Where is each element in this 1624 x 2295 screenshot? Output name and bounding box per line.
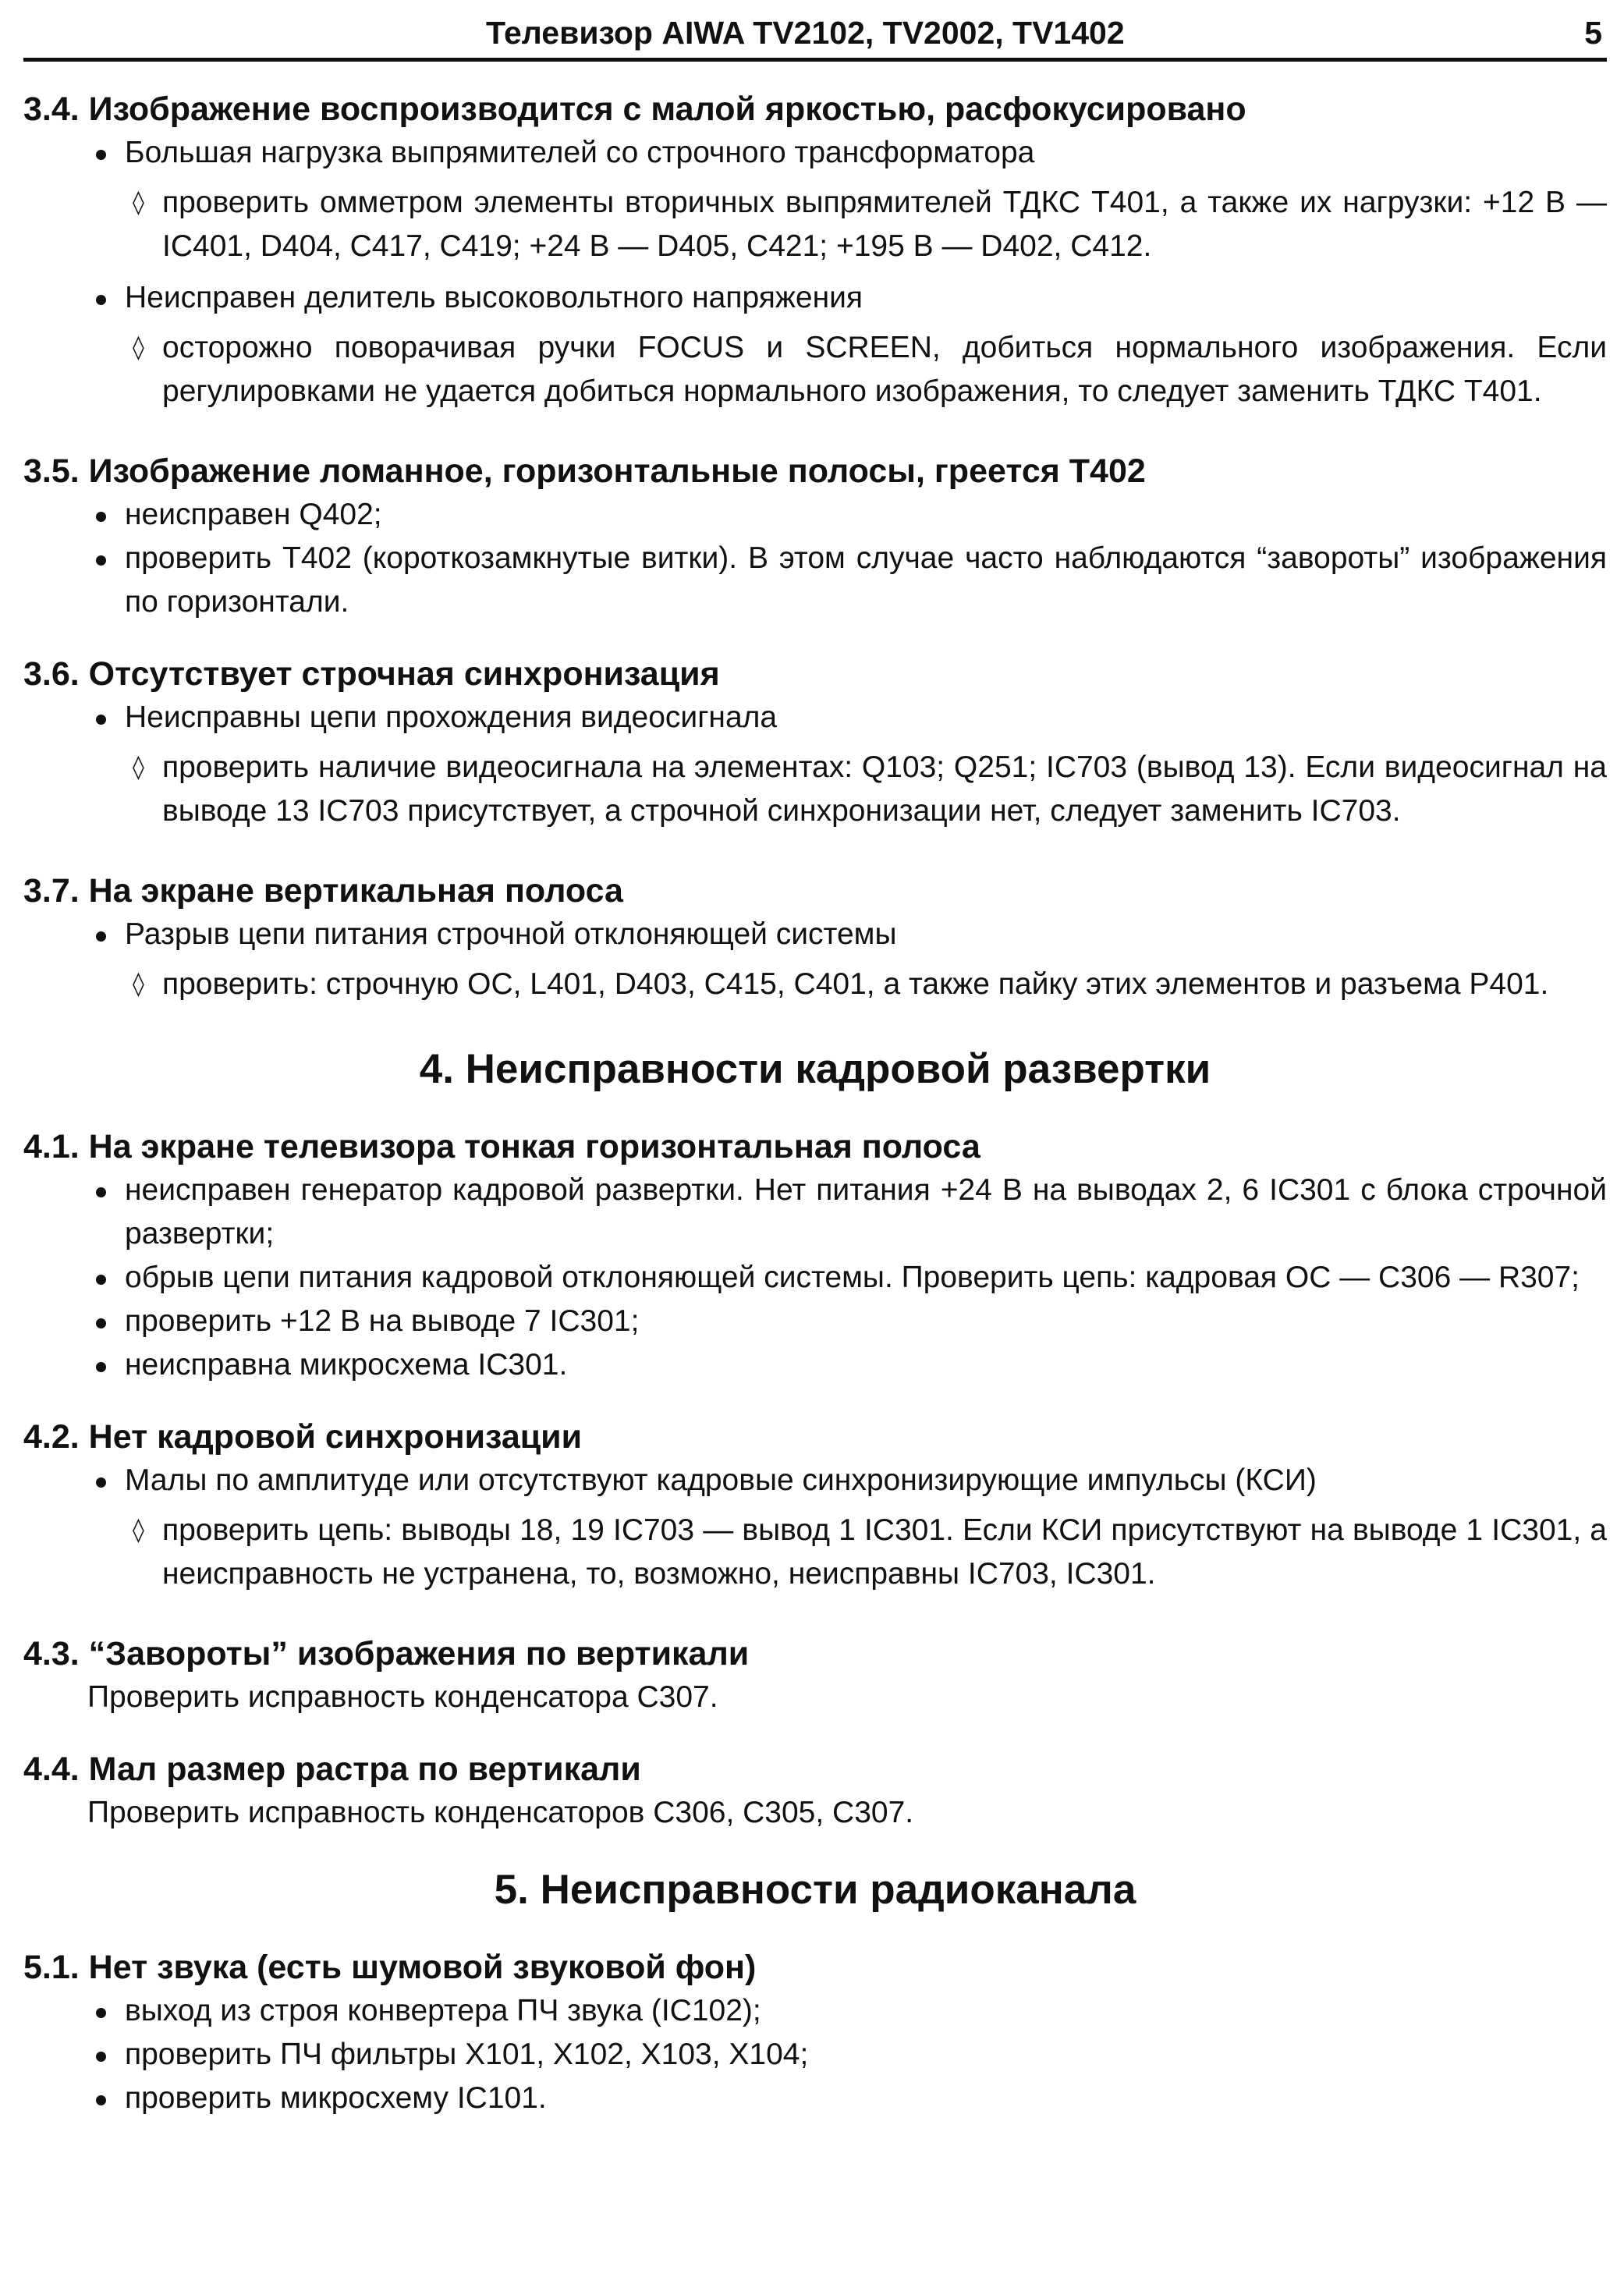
list-item-text: неисправен Q402;	[125, 498, 382, 531]
section-3-4	[23, 87, 1607, 413]
spacer	[23, 1014, 1607, 1042]
document-page	[23, 0, 1607, 2295]
sub-list	[125, 1509, 1607, 1596]
sub-list-item	[125, 181, 1607, 268]
diamond-outline-icon: ◊	[133, 754, 144, 781]
header-rule	[23, 58, 1607, 62]
list-item-text: выход из строя конвертера ПЧ звука (IC102);	[125, 1994, 761, 2027]
spacer	[23, 1604, 1607, 1632]
list-item	[23, 1256, 1607, 1300]
sub-item-text: проверить наличие видеосигнала на элементах: Q103; Q251; IC703 (вывод 13). Если видеосигнал на выводе 13 IC703 присутствует, а строчной синхронизации нет, следует заменить IC703.	[162, 750, 1607, 828]
bullet-list	[23, 493, 1607, 624]
list-item-text: Неисправен делитель высоковольтного напряжения	[125, 281, 863, 314]
sub-item-text: проверить: строчную ОС, L401, D403, C415, C401, а также пайку этих элементов и разъема P401.	[162, 967, 1549, 1001]
bullet-list	[23, 131, 1607, 413]
list-item	[23, 1459, 1607, 1596]
chapter-heading-4: 4. Неисправности кадровой развертки	[419, 1046, 1211, 1092]
spacer	[23, 1835, 1607, 1863]
list-item-text: Неисправны цепи прохождения видеосигнала	[125, 701, 778, 734]
section-heading: 4.2. Нет кадровой синхронизации	[23, 1418, 583, 1456]
sub-list-item	[125, 326, 1607, 413]
bullet-list	[23, 696, 1607, 833]
spacer	[23, 624, 1607, 652]
sub-list	[125, 181, 1607, 268]
bullet-list	[23, 1169, 1607, 1387]
spacer	[23, 1719, 1607, 1747]
section-heading: 4.3. “Завороты” изображения по вертикали	[23, 1635, 750, 1672]
list-item-text: Разрыв цепи питания строчной отклоняющей системы	[125, 917, 897, 951]
list-item	[23, 2033, 1607, 2077]
diamond-outline-icon: ◊	[133, 334, 144, 361]
spacer	[23, 841, 1607, 869]
sub-list	[125, 746, 1607, 833]
chapter-heading-5: 5. Неисправности радиоканала	[494, 1867, 1136, 1913]
section-heading: 3.7. На экране вертикальная полоса	[23, 872, 623, 910]
sub-list-item	[125, 1509, 1607, 1596]
section-heading: 4.4. Мал размер растра по вертикали	[23, 1751, 641, 1788]
list-item-text: неисправна микросхема IC301.	[125, 1348, 568, 1382]
list-item	[23, 913, 1607, 1006]
page-number: 5	[1584, 15, 1602, 51]
page-content	[23, 87, 1607, 2120]
spacer	[23, 421, 1607, 449]
bullet-list	[23, 913, 1607, 1006]
section-heading: 4.1. На экране телевизора тонкая горизонтальная полоса	[23, 1128, 980, 1165]
section-5-1	[23, 1946, 1607, 2120]
bullet-list	[23, 1459, 1607, 1596]
spacer	[23, 1387, 1607, 1415]
diamond-outline-icon: ◊	[133, 970, 144, 998]
sub-item-text: проверить цепь: выводы 18, 19 IC703 — вывод 1 IC301. Если КСИ присутствуют на выводе 1 IC301, а неисправность не устранена, то, возможно, неисправны IC703, IC301.	[162, 1513, 1607, 1591]
sub-list	[125, 326, 1607, 413]
sub-item-text: осторожно поворачивая ручки FOCUS и SCREEN, добиться нормального изображения. Если регулировками не удается добиться нормального изображения, то следует заменить ТДКС T401.	[162, 331, 1607, 408]
section-4-3	[23, 1632, 1607, 1719]
section-3-5	[23, 449, 1607, 624]
section-4-4	[23, 1747, 1607, 1835]
spacer	[23, 1097, 1607, 1125]
section-text: Проверить исправность конденсаторов C306, C305, C307.	[87, 1796, 914, 1829]
list-item	[23, 131, 1607, 268]
list-item	[23, 537, 1607, 624]
header-title: Телевизор AIWA TV2102, TV2002, TV1402	[486, 15, 1125, 51]
diamond-outline-icon: ◊	[133, 1516, 144, 1544]
list-item	[23, 2077, 1607, 2120]
section-heading: 5.1. Нет звука (есть шумовой звуковой фон)	[23, 1949, 757, 1986]
section-3-6	[23, 652, 1607, 833]
list-item	[23, 1300, 1607, 1343]
list-item-text: Малы по амплитуде или отсутствуют кадровые синхронизирующие импульсы (КСИ)	[125, 1463, 1317, 1497]
list-item	[23, 1343, 1607, 1387]
sub-list-item	[125, 746, 1607, 833]
section-heading: 3.4. Изображение воспроизводится с малой яркостью, расфокусировано	[23, 90, 1246, 128]
section-text: Проверить исправность конденсатора C307.	[87, 1680, 718, 1714]
bullet-list	[23, 1989, 1607, 2120]
list-item-text: проверить +12 В на выводе 7 IC301;	[125, 1304, 640, 1338]
running-header	[23, 6, 1607, 55]
section-4-1	[23, 1125, 1607, 1387]
list-item-text: проверить ПЧ фильтры X101, X102, X103, X104;	[125, 2038, 809, 2071]
list-item-text: неисправен генератор кадровой развертки. Нет питания +24 В на выводах 2, 6 IC301 с блока строчной развертки;	[125, 1173, 1607, 1250]
section-3-7	[23, 869, 1607, 1006]
list-item-text: обрыв цепи питания кадровой отклоняющей системы. Проверить цепь: кадровая ОС — C306 — R307;	[125, 1261, 1580, 1294]
sub-item-text: проверить омметром элементы вторичных выпрямителей ТДКС T401, а также их нагрузки: +12 В — IC401, D404, C417, C419; +24 В — D405, C421; +195 В — D402, C412.	[162, 186, 1607, 263]
list-item-text: проверить T402 (короткозамкнутые витки). В этом случае часто наблюдаются “завороты” изображения по горизонтали.	[125, 541, 1607, 619]
list-item-text: Большая нагрузка выпрямителей со строчного трансформатора	[125, 136, 1035, 169]
list-item	[23, 696, 1607, 833]
list-item	[23, 1169, 1607, 1256]
list-item-text: проверить микросхему IC101.	[125, 2081, 547, 2115]
sub-list	[125, 963, 1607, 1006]
diamond-outline-icon: ◊	[133, 189, 144, 216]
list-item	[23, 1989, 1607, 2033]
list-item	[23, 276, 1607, 413]
list-item	[23, 493, 1607, 537]
section-4-2	[23, 1415, 1607, 1596]
section-heading: 3.5. Изображение ломанное, горизонтальные полосы, греется T402	[23, 452, 1146, 490]
section-heading: 3.6. Отсутствует строчная синхронизация	[23, 655, 720, 693]
sub-list-item	[125, 963, 1607, 1006]
spacer	[23, 1917, 1607, 1946]
